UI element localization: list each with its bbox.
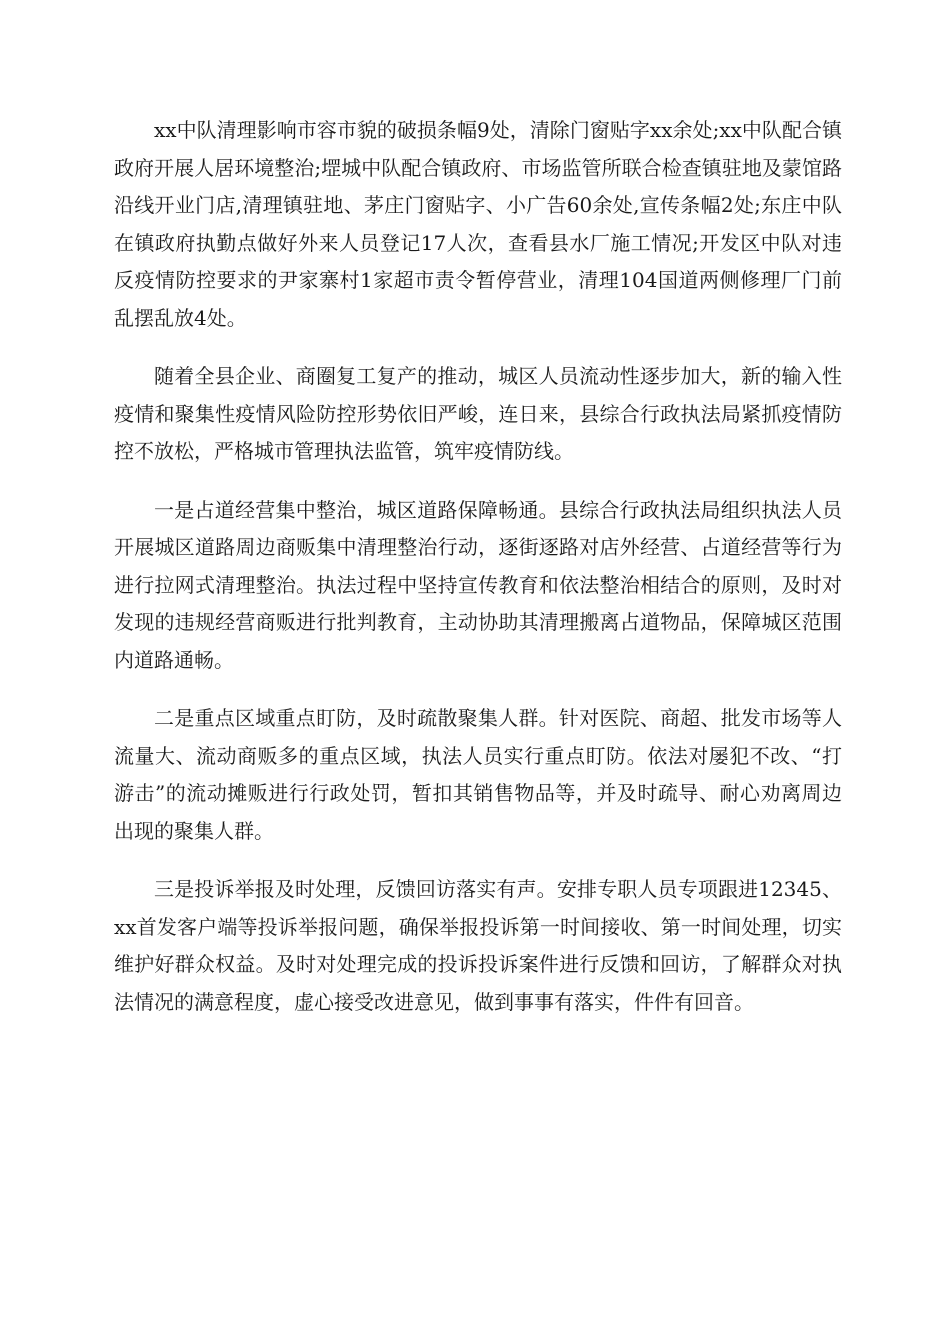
paragraph-2: 随着全县企业、商圈复工复产的推动，城区人员流动性逐步加大，新的输入性疫情和聚集性疫情风险防控形势依旧严峻，连日来，县综合行政执法局紧抓疫情防控不放松，严格城市管理执法监管，筑牢疫情防线。 xyxy=(114,364,842,463)
paragraph-1: xx中队清理影响市容市貌的破损条幅9处，清除门窗贴字xx余处;xx中队配合镇政府开展人居环境整治;堽城中队配合镇政府、市场监管所联合检查镇驻地及蒙馆路沿线开业门店,清理镇驻地、茅庄门窗贴字、小广告60余处,宣传条幅2处;东庄中队在镇政府执勤点做好外来人员登记17人次，查看县水厂施工情况;开发区中队对违反疫情防控要求的尹家寨村1家超市责令暂停营业，清理104国道两侧修理厂门前乱摆乱放4处。 xyxy=(114,118,842,330)
paragraph-5: 三是投诉举报及时处理，反馈回访落实有声。安排专职人员专项跟进12345、xx首发客户端等投诉举报问题，确保举报投诉第一时间接收、第一时间处理，切实维护好群众权益。及时对处理完成的投诉投诉案件进行反馈和回访，了解群众对执法情况的满意程度，虚心接受改进意见，做到事事有落实，件件有回音。 xyxy=(114,877,842,1014)
paragraph-3: 一是占道经营集中整治，城区道路保障畅通。县综合行政执法局组织执法人员开展城区道路周边商贩集中清理整治行动，逐街逐路对店外经营、占道经营等行为进行拉网式清理整治。执法过程中坚持宣传教育和依法整治相结合的原则，及时对发现的违规经营商贩进行批判教育，主动协助其清理搬离占道物品，保障城区范围内道路通畅。 xyxy=(114,497,842,672)
document-body xyxy=(114,112,842,1042)
paragraph-4: 二是重点区域重点盯防，及时疏散聚集人群。针对医院、商超、批发市场等人流量大、流动商贩多的重点区域，执法人员实行重点盯防。依法对屡犯不改、“打游击”的流动摊贩进行行政处罚，暂扣其销售物品等，并及时疏导、耐心劝离周边出现的聚集人群。 xyxy=(114,706,842,843)
